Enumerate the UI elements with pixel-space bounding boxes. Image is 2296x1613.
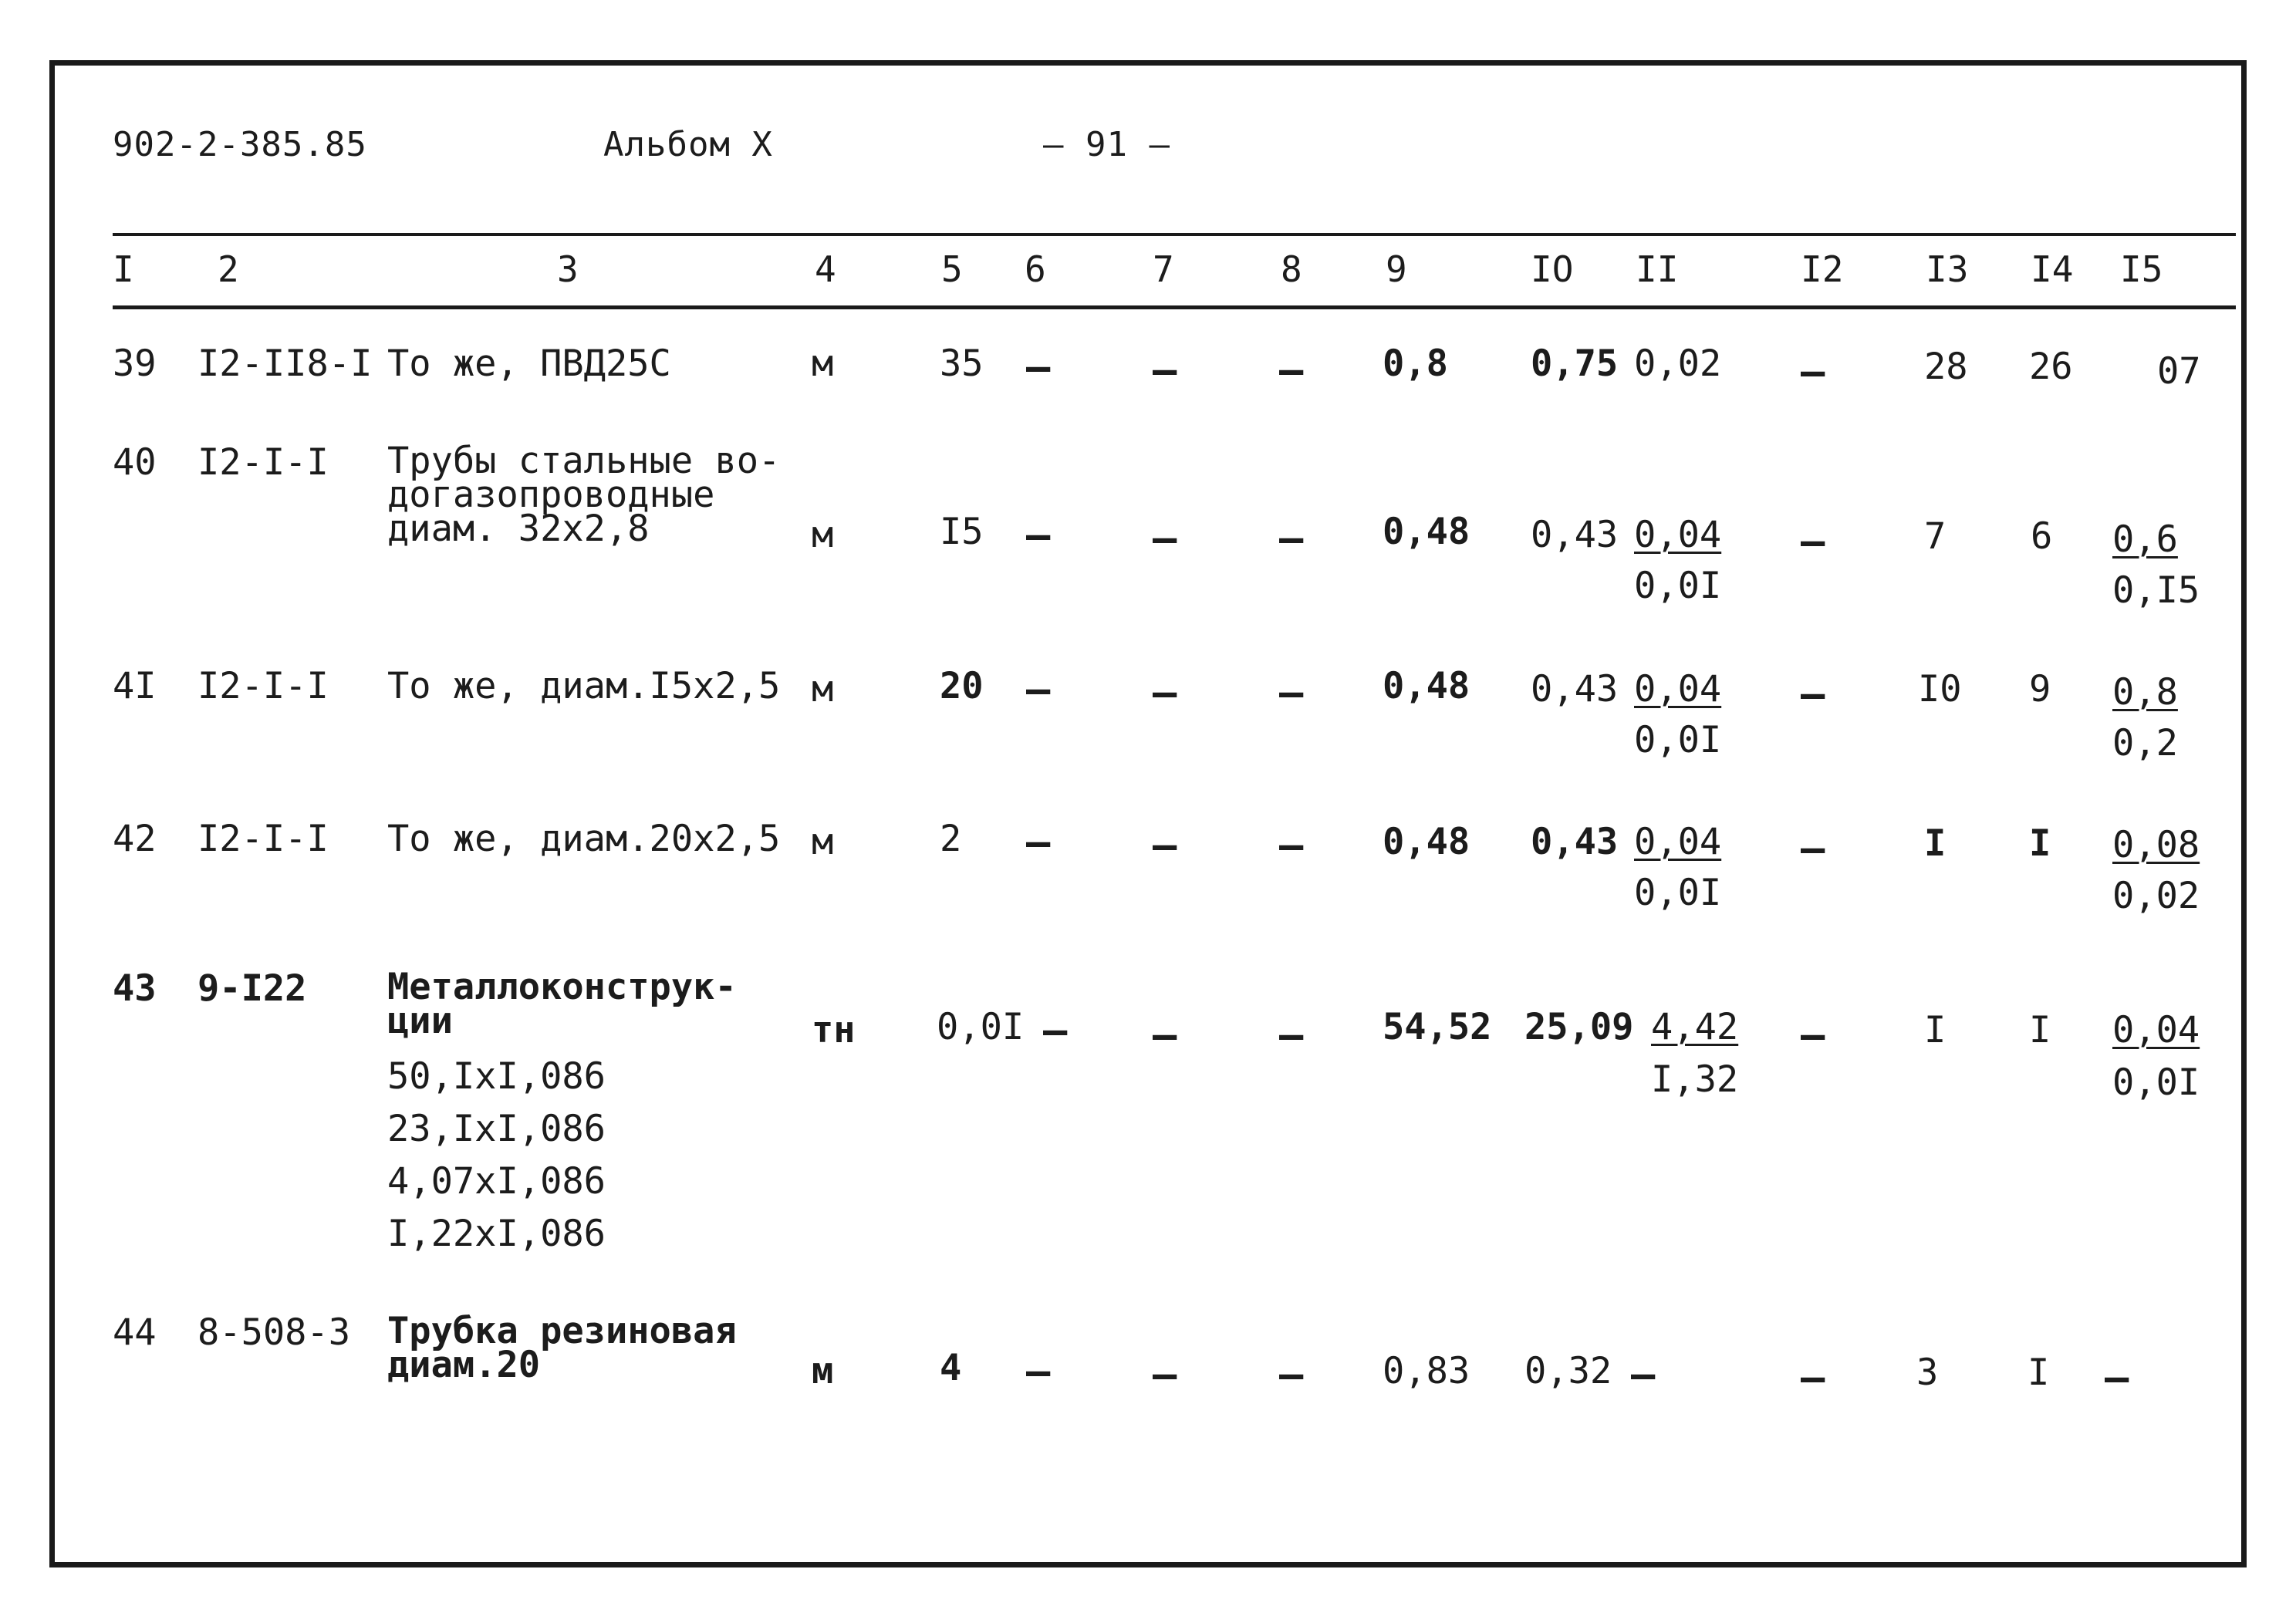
col-header-4: 4 xyxy=(815,248,836,290)
album-label: Альбом X xyxy=(603,125,773,164)
row-c14: 9 xyxy=(2029,668,2051,710)
row-code: I2-I-I xyxy=(198,665,329,707)
row-c5: 0,0I xyxy=(937,1006,1025,1048)
row-c11-bottom: 0,0I xyxy=(1634,719,1722,761)
col-header-2: 2 xyxy=(218,248,239,290)
row-name: То же, диам.20х2,5 xyxy=(387,818,781,860)
row-unit: тн xyxy=(812,1009,856,1051)
row-code: I2-I-I xyxy=(198,441,329,484)
row-name: То же, диам.I5х2,5 xyxy=(387,665,781,707)
col-header-10: IO xyxy=(1531,248,1574,290)
col-header-12: I2 xyxy=(1801,248,1844,290)
page-number: – 91 – xyxy=(1043,125,1170,164)
doc-code: 902-2-385.85 xyxy=(113,125,367,164)
row-c13: I0 xyxy=(1918,668,1962,710)
row-c6: – xyxy=(1026,1348,1051,1395)
row-name-line-2: диам.20 xyxy=(387,1344,541,1386)
row-c8: – xyxy=(1279,1012,1304,1058)
row-c8: – xyxy=(1279,670,1304,716)
row-c5: 2 xyxy=(940,818,962,860)
row-c11: – xyxy=(1631,1351,1656,1398)
col-header-9: 9 xyxy=(1386,248,1407,290)
row-c15-top: 0,8 xyxy=(2112,671,2178,714)
row-c9: 0,83 xyxy=(1383,1350,1470,1392)
row-c13: 3 xyxy=(1916,1351,1939,1394)
row-c9: 0,48 xyxy=(1383,511,1470,553)
row-unit: м xyxy=(812,514,834,556)
row-c12: – xyxy=(1801,518,1825,565)
row-c11-top: 0,04 xyxy=(1634,668,1722,710)
row-unit: м xyxy=(812,1350,834,1392)
row-unit: м xyxy=(812,343,834,385)
row-c11-top: 4,42 xyxy=(1651,1006,1739,1048)
col-header-15: I5 xyxy=(2120,248,2163,290)
row-no: 43 xyxy=(113,967,157,1010)
col-header-11: II xyxy=(1636,248,1679,290)
row-name-line-2: догазопроводные xyxy=(387,474,715,516)
row-name-line-3: диам. 32х2,8 xyxy=(387,508,650,550)
header-rule-top xyxy=(113,233,2236,236)
row-no: 4I xyxy=(113,665,157,707)
row-c13: 28 xyxy=(1924,346,1968,388)
row-c7: – xyxy=(1153,515,1177,562)
row-c12: – xyxy=(1801,349,1825,395)
row-no: 44 xyxy=(113,1311,157,1354)
row-c15-bottom: 0,02 xyxy=(2112,875,2200,917)
row-c8: – xyxy=(1279,515,1304,562)
row-c15: 07 xyxy=(2157,350,2201,393)
row-name-extra-4: I,22хI,086 xyxy=(387,1213,606,1255)
row-c13: 7 xyxy=(1924,515,1947,558)
row-c13: I xyxy=(1924,822,1947,865)
row-c6: – xyxy=(1026,819,1051,866)
header-rule-bottom xyxy=(113,305,2236,309)
col-header-8: 8 xyxy=(1281,248,1302,290)
row-unit: м xyxy=(812,821,834,863)
row-c9: 0,48 xyxy=(1383,821,1470,863)
row-c12: – xyxy=(1801,825,1825,872)
row-c6: – xyxy=(1043,1007,1068,1054)
row-c11-top: 0,04 xyxy=(1634,514,1722,556)
col-header-7: 7 xyxy=(1153,248,1174,290)
row-c5: 4 xyxy=(940,1347,962,1389)
row-c8: – xyxy=(1279,347,1304,393)
row-c9: 0,48 xyxy=(1383,665,1470,707)
row-no: 42 xyxy=(113,818,157,860)
row-c12: – xyxy=(1801,1355,1825,1401)
row-c11-bottom: 0,0I xyxy=(1634,565,1722,607)
row-c12: – xyxy=(1801,671,1825,717)
row-c15-bottom: 0,0I xyxy=(2112,1061,2200,1104)
row-no: 40 xyxy=(113,441,157,484)
row-c7: – xyxy=(1153,347,1177,393)
row-c6: – xyxy=(1026,666,1051,713)
row-c5: I5 xyxy=(940,511,984,553)
row-c10: 0,43 xyxy=(1531,668,1619,710)
row-name-extra-1: 50,IхI,086 xyxy=(387,1055,606,1098)
row-c14: I xyxy=(2028,1351,2050,1394)
row-c15-bottom: 0,I5 xyxy=(2112,569,2200,612)
row-name-line-2: ции xyxy=(387,1000,453,1042)
row-name-line-1: Металлоконструк- xyxy=(387,966,737,1008)
row-c6: – xyxy=(1026,344,1051,390)
row-c14: I xyxy=(2029,1009,2051,1051)
row-c9: 54,52 xyxy=(1383,1006,1492,1048)
row-c14: I xyxy=(2029,822,2051,865)
col-header-13: I3 xyxy=(1926,248,1969,290)
row-c10: 0,43 xyxy=(1531,514,1619,556)
row-code: 8-508-3 xyxy=(198,1311,351,1354)
row-c7: – xyxy=(1153,1351,1177,1398)
row-c8: – xyxy=(1279,822,1304,869)
col-header-3: 3 xyxy=(557,248,579,290)
row-c11: 0,02 xyxy=(1634,343,1722,385)
row-c5: 35 xyxy=(940,343,984,385)
row-c6: – xyxy=(1026,512,1051,558)
row-c5: 20 xyxy=(940,665,984,707)
row-code: 9-I22 xyxy=(198,967,307,1010)
row-c7: – xyxy=(1153,670,1177,716)
row-c15-top: 0,08 xyxy=(2112,824,2200,866)
row-code: I2-II8-I xyxy=(198,343,373,385)
row-c10: 0,32 xyxy=(1524,1350,1612,1392)
row-c15-top: 0,6 xyxy=(2112,518,2178,561)
row-c10: 0,75 xyxy=(1531,343,1619,385)
page-frame xyxy=(49,60,2247,1567)
col-header-6: 6 xyxy=(1025,248,1046,290)
row-c11-bottom: 0,0I xyxy=(1634,872,1722,914)
row-c13: I xyxy=(1924,1009,1947,1051)
row-c15-top: 0,04 xyxy=(2112,1009,2200,1051)
row-name-line-1: Трубы стальные во- xyxy=(387,440,781,482)
row-no: 39 xyxy=(113,343,157,385)
row-name-line-1: Трубка резиновая xyxy=(387,1310,737,1352)
row-c15: – xyxy=(2105,1355,2129,1401)
row-c9: 0,8 xyxy=(1383,343,1448,385)
row-c11-top: 0,04 xyxy=(1634,821,1722,863)
row-unit: м xyxy=(812,668,834,710)
row-name-extra-3: 4,07хI,086 xyxy=(387,1160,606,1203)
col-header-5: 5 xyxy=(941,248,963,290)
row-c7: – xyxy=(1153,1012,1177,1058)
row-c12: – xyxy=(1801,1012,1825,1058)
row-c10: 25,09 xyxy=(1524,1006,1634,1048)
row-name-extra-2: 23,IхI,086 xyxy=(387,1108,606,1150)
row-c15-bottom: 0,2 xyxy=(2112,722,2178,764)
col-header-1: I xyxy=(113,248,134,290)
row-c8: – xyxy=(1279,1351,1304,1398)
row-c11-bottom: I,32 xyxy=(1651,1058,1739,1101)
row-name: То же, ПВД25С xyxy=(387,343,671,385)
row-c7: – xyxy=(1153,822,1177,869)
row-code: I2-I-I xyxy=(198,818,329,860)
col-header-14: I4 xyxy=(2031,248,2074,290)
row-c14: 26 xyxy=(2029,346,2073,388)
row-c10: 0,43 xyxy=(1531,821,1619,863)
row-c14: 6 xyxy=(2031,515,2053,558)
